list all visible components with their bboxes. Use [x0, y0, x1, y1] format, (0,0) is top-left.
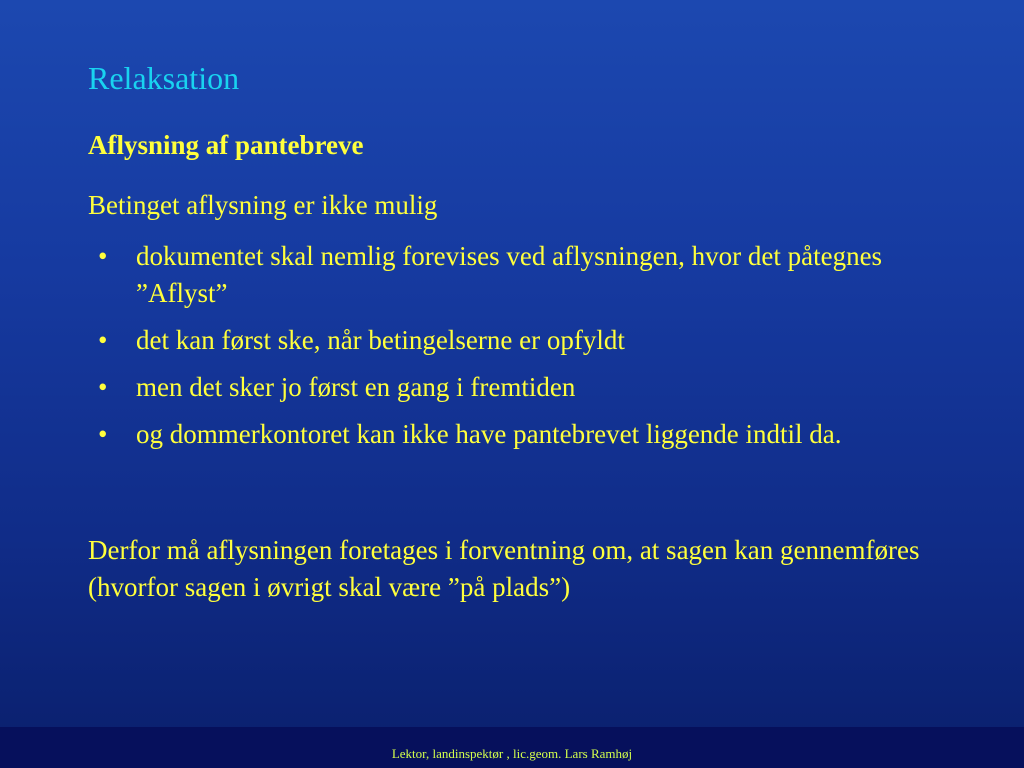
bullet-text: og dommerkontoret kan ikke have pantebrevet liggende indtil da.	[136, 419, 842, 449]
bullet-marker: •	[98, 419, 108, 449]
bullet-marker: •	[98, 372, 108, 402]
slide-title: Relaksation	[88, 60, 240, 96]
bullet-item	[88, 369, 918, 406]
bullet-marker: •	[98, 241, 108, 271]
bullet-marker: •	[98, 325, 108, 355]
bullet-list	[88, 238, 918, 463]
bullet-text: dokumentet skal nemlig forevises ved aflysningen, hvor det påtegnes ”Aflyst”	[136, 241, 883, 308]
conclusion-text: Derfor må aflysningen foretages i forventning om, at sagen kan gennemføres (hvorfor sagen i øvrigt skal være ”på plads”)	[88, 535, 920, 602]
bullet-text: det kan først ske, når betingelserne er opfyldt	[136, 325, 625, 355]
bullet-text: men det sker jo først en gang i fremtiden	[136, 372, 576, 402]
bullet-item	[88, 238, 918, 312]
footer-text: Lektor, landinspektør , lic.geom. Lars Ramhøj	[391, 746, 633, 761]
slide-subtitle: Aflysning af pantebreve	[88, 130, 364, 160]
bullet-item	[88, 322, 918, 359]
bullet-item	[88, 416, 918, 453]
intro-text: Betinget aflysning er ikke mulig	[88, 190, 438, 220]
